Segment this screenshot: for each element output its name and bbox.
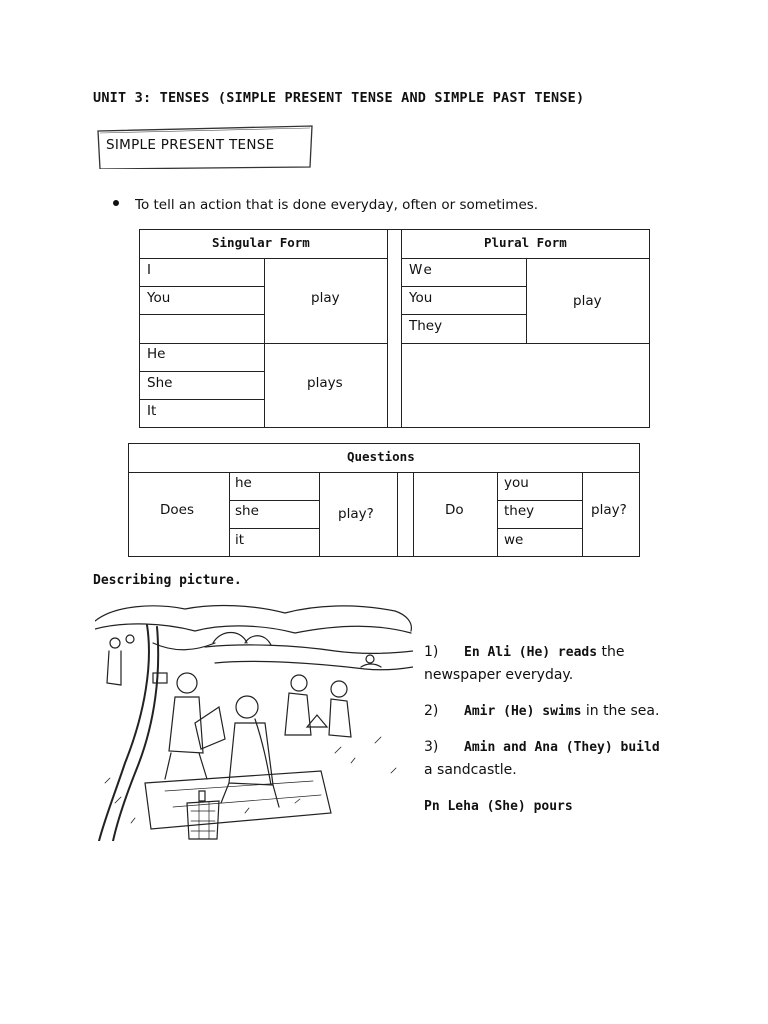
questions-header: Questions [347, 449, 415, 464]
pronoun-cell: it [235, 532, 245, 548]
picnic-scene-drawing [95, 603, 413, 841]
sentence-1 [424, 641, 734, 687]
bullet-text: To tell an action that is done everyday, often or sometimes. [135, 197, 539, 213]
sentence-rest: the [597, 644, 625, 660]
sentence-2 [424, 700, 734, 723]
verb-cell: play [311, 290, 340, 306]
pronoun-cell: We [409, 262, 434, 278]
pronoun-cell: It [147, 403, 157, 419]
pronoun-cell: we [504, 532, 524, 548]
sentence-subject-verb: Pn Leha (She) pours [424, 799, 573, 814]
plural-form-header: Plural Form [484, 235, 567, 250]
pronoun-cell: She [147, 375, 173, 391]
pronoun-cell: she [235, 503, 259, 519]
pronoun-cell: I [147, 262, 151, 278]
bullet-point [113, 197, 538, 213]
sentence-number: 2) [424, 703, 439, 719]
questions-table [128, 443, 640, 557]
sentence-3 [424, 736, 734, 782]
forms-table [139, 229, 650, 428]
picnic-beach-illustration [95, 603, 413, 841]
pronoun-cell: You [147, 290, 171, 306]
sentence-continuation: newspaper everyday. [424, 667, 574, 683]
pronoun-cell: They [409, 318, 443, 334]
sentence-number: 3) [424, 739, 439, 755]
pronoun-cell: you [504, 475, 529, 491]
verb-cell: play [573, 293, 602, 309]
verb-cell: play? [591, 502, 627, 518]
pronoun-cell: he [235, 475, 252, 491]
unit-title: UNIT 3: TENSES (SIMPLE PRESENT TENSE AND SIMPLE PAST TENSE) [93, 90, 585, 106]
aux-verb-cell: Do [445, 502, 464, 518]
sentence-subject-verb: Amir (He) swims [464, 704, 582, 719]
bullet-dot-icon [113, 200, 119, 206]
section-label-box [96, 125, 314, 169]
sentence-subject-verb: En Ali (He) reads [464, 645, 598, 660]
singular-form-header: Singular Form [212, 235, 310, 250]
sentence-subject-verb: Amin and Ana (They) build [464, 740, 660, 755]
verb-cell: plays [307, 375, 343, 391]
verb-cell: play? [338, 506, 374, 522]
aux-verb-cell: Does [160, 502, 194, 518]
sentence-number: 1) [424, 644, 439, 660]
sentence-4 [424, 795, 734, 818]
pronoun-cell: He [147, 346, 166, 362]
sentence-rest: in the sea. [581, 703, 660, 719]
pronoun-cell: You [409, 290, 433, 306]
describe-heading: Describing picture. [93, 573, 242, 588]
section-label: SIMPLE PRESENT TENSE [106, 137, 275, 153]
pronoun-cell: they [504, 503, 535, 519]
sentence-continuation: a sandcastle. [424, 762, 517, 778]
